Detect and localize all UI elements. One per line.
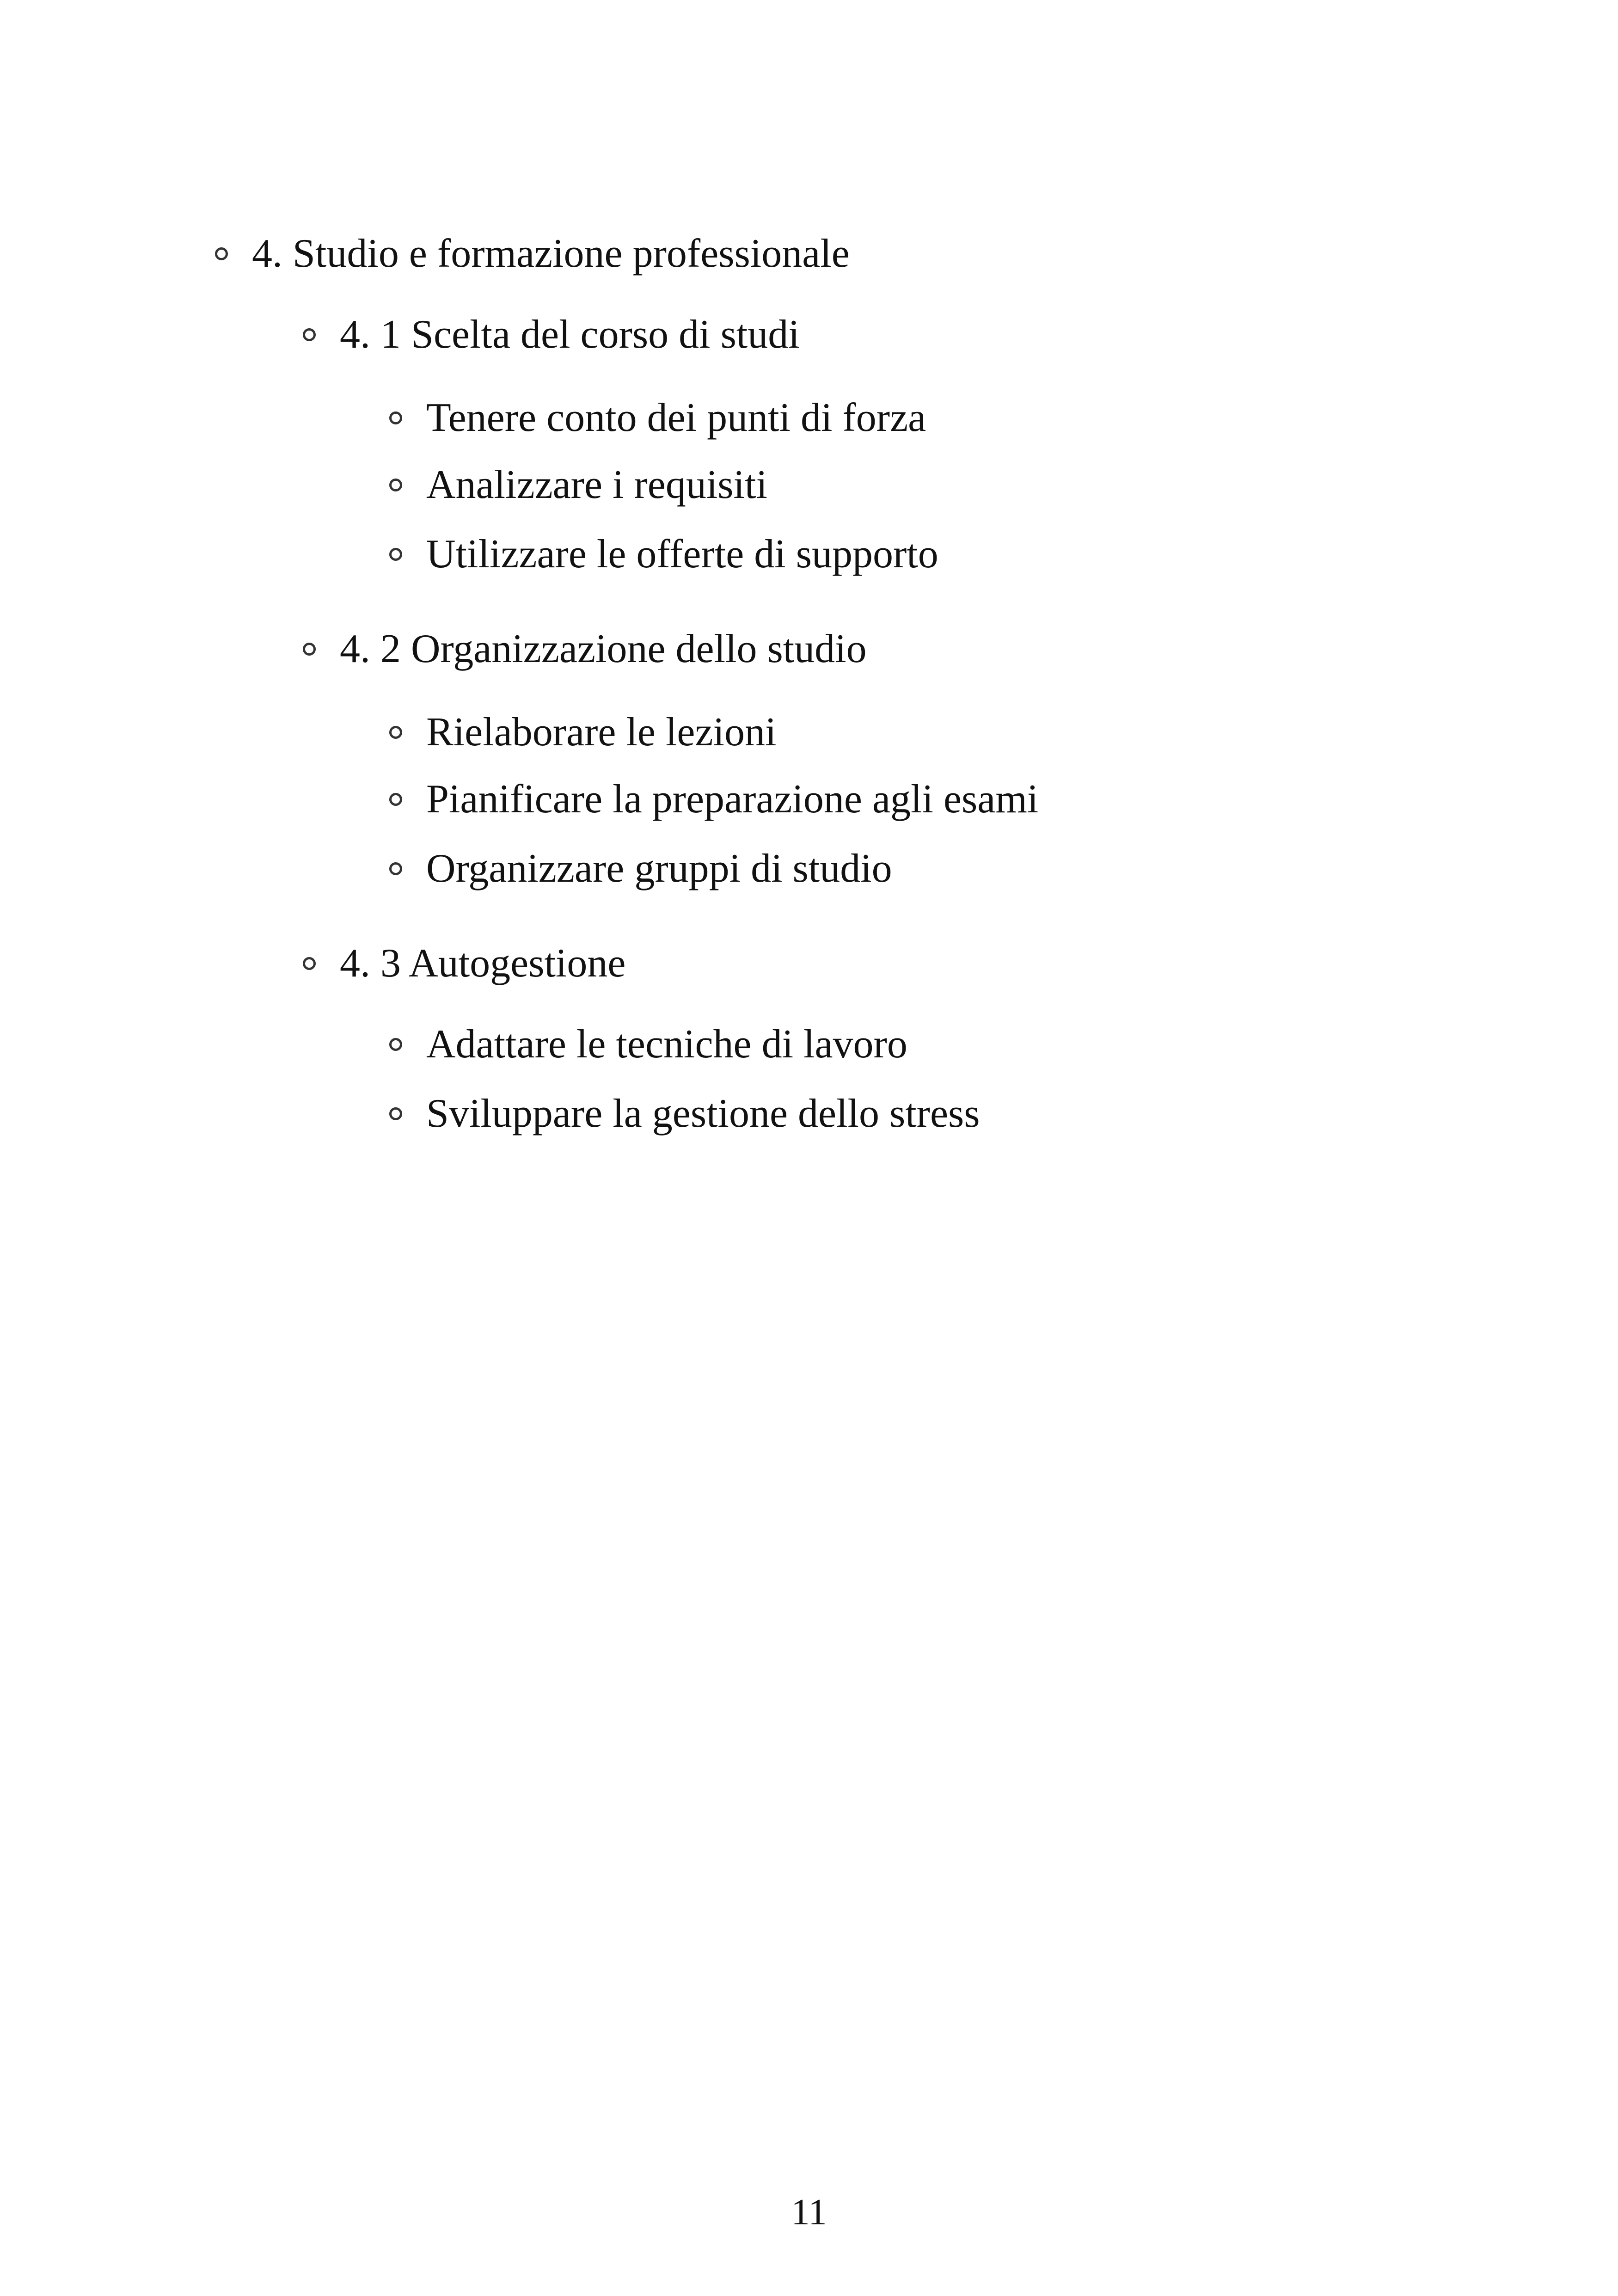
outline-item-text: Adattare le tecniche di lavoro <box>426 1022 907 1067</box>
hollow-bullet-icon <box>303 957 316 970</box>
outline-item <box>389 534 938 575</box>
subsection-title: 4. 3 Autogestione <box>340 941 626 986</box>
hollow-bullet-icon <box>389 726 402 739</box>
outline-item <box>389 779 1038 820</box>
hollow-bullet-icon <box>389 548 402 561</box>
outline-item <box>389 712 776 753</box>
page-number: 11 <box>791 2192 827 2233</box>
hollow-bullet-icon <box>215 247 228 260</box>
hollow-bullet-icon <box>389 793 402 806</box>
subsection-title: 4. 2 Organizzazione dello studio <box>340 626 867 671</box>
hollow-bullet-icon <box>303 643 316 656</box>
hollow-bullet-icon <box>389 411 402 424</box>
hollow-bullet-icon <box>389 862 402 875</box>
outline-item <box>389 395 926 440</box>
hollow-bullet-icon <box>389 1038 402 1051</box>
outline-item-text: Pianificare la preparazione agli esami <box>426 777 1039 822</box>
outline-section-heading <box>215 233 850 274</box>
hollow-bullet-icon <box>389 479 402 491</box>
outline-subsection-heading <box>303 943 625 984</box>
outline-subsection-heading <box>303 626 867 671</box>
outline-item <box>389 848 892 889</box>
outline-item-text: Organizzare gruppi di studio <box>426 846 892 891</box>
outline-item-text: Analizzare i requisiti <box>426 462 767 507</box>
outline-item-text: Rielaborare le lezioni <box>426 710 777 755</box>
outline-item <box>389 1093 980 1134</box>
outline-subsection-heading <box>303 314 800 355</box>
outline-item <box>389 1024 907 1065</box>
subsection-title: 4. 1 Scelta del corso di studi <box>340 312 800 357</box>
outline-item-text: Sviluppare la gestione dello stress <box>426 1091 980 1136</box>
hollow-bullet-icon <box>303 328 316 341</box>
hollow-bullet-icon <box>389 1107 402 1120</box>
section-title: 4. Studio e formazione professionale <box>252 231 850 276</box>
outline-item-text: Utilizzare le offerte di supporto <box>426 532 938 577</box>
outline-item <box>389 462 767 507</box>
outline-item-text: Tenere conto dei punti di forza <box>426 395 926 440</box>
